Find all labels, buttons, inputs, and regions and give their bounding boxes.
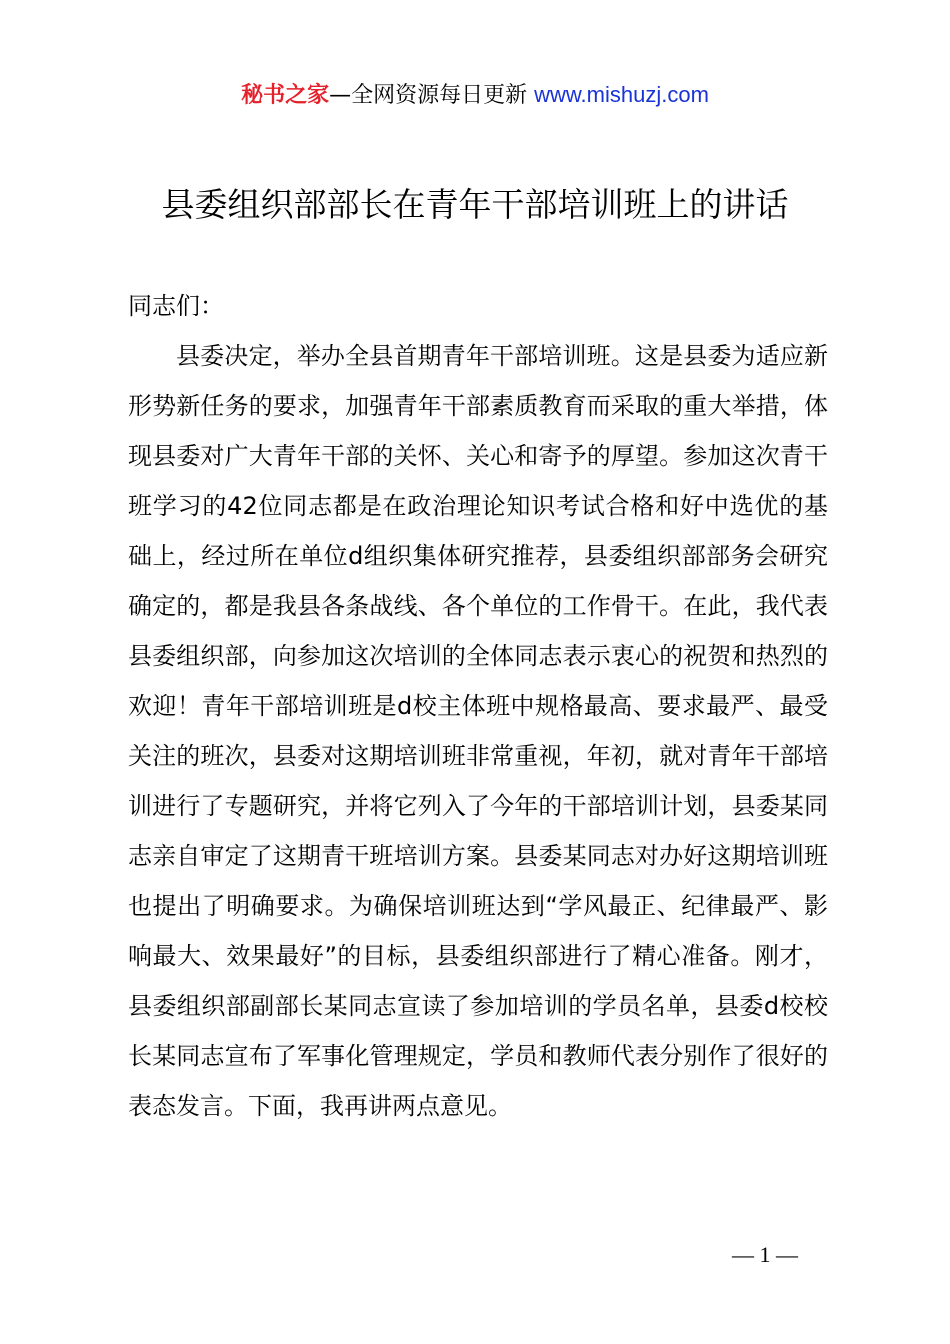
header-tagline: —全网资源每日更新 bbox=[329, 83, 535, 108]
salutation: 同志们： bbox=[128, 292, 224, 320]
document-title: 县委组织部部长在青年干部培训班上的讲话 bbox=[161, 185, 789, 224]
site-url-link[interactable]: www.mishuzj.com bbox=[534, 82, 709, 107]
page-number: — 1 — bbox=[732, 1242, 798, 1267]
body-paragraph: 县委决定，举办全县首期青年干部培训班。这是县委为适应新形势新任务的要求，加强青年干部素质教育而采取的重大举措，体现县委对广大青年干部的关怀、关心和寄予的厚望。参加这次青干班学习的42位同志都是在政治理论知识考试合格和好中选优的基础上，经过所在单位d组织集体研究推荐，县委组织部部务会研究确定的，都是我县各条战线、各个单位的工作骨干。在此，我代表县委组织部，向参加这次培训的全体同志表示衷心的祝贺和热烈的欢迎！青年干部培训班是d校主体班中规格最高、要求最严、最受关注的班次，县委对这期培训班非常重视，年初，就对青年干部培训进行了专题研究，并将它列入了今年的干部培训计划，县委某同志亲自审定了这期青干班培训方案。县委某同志对办好这期培训班也提出了明确要求。为确保培训班达到“学风最正、纪律最严、影响最大、效果最好”的目标，县委组织部进行了精心准备。刚才，县委组织部副部长某同志宣读了参加培训的学员名单，县委d校校长某同志宣布了军事化管理规定，学员和教师代表分别作了很好的表态发言。下面，我再讲两点意见。 bbox=[128, 342, 828, 1120]
site-header bbox=[0, 78, 950, 113]
brand-name: 秘书之家 bbox=[241, 83, 330, 108]
